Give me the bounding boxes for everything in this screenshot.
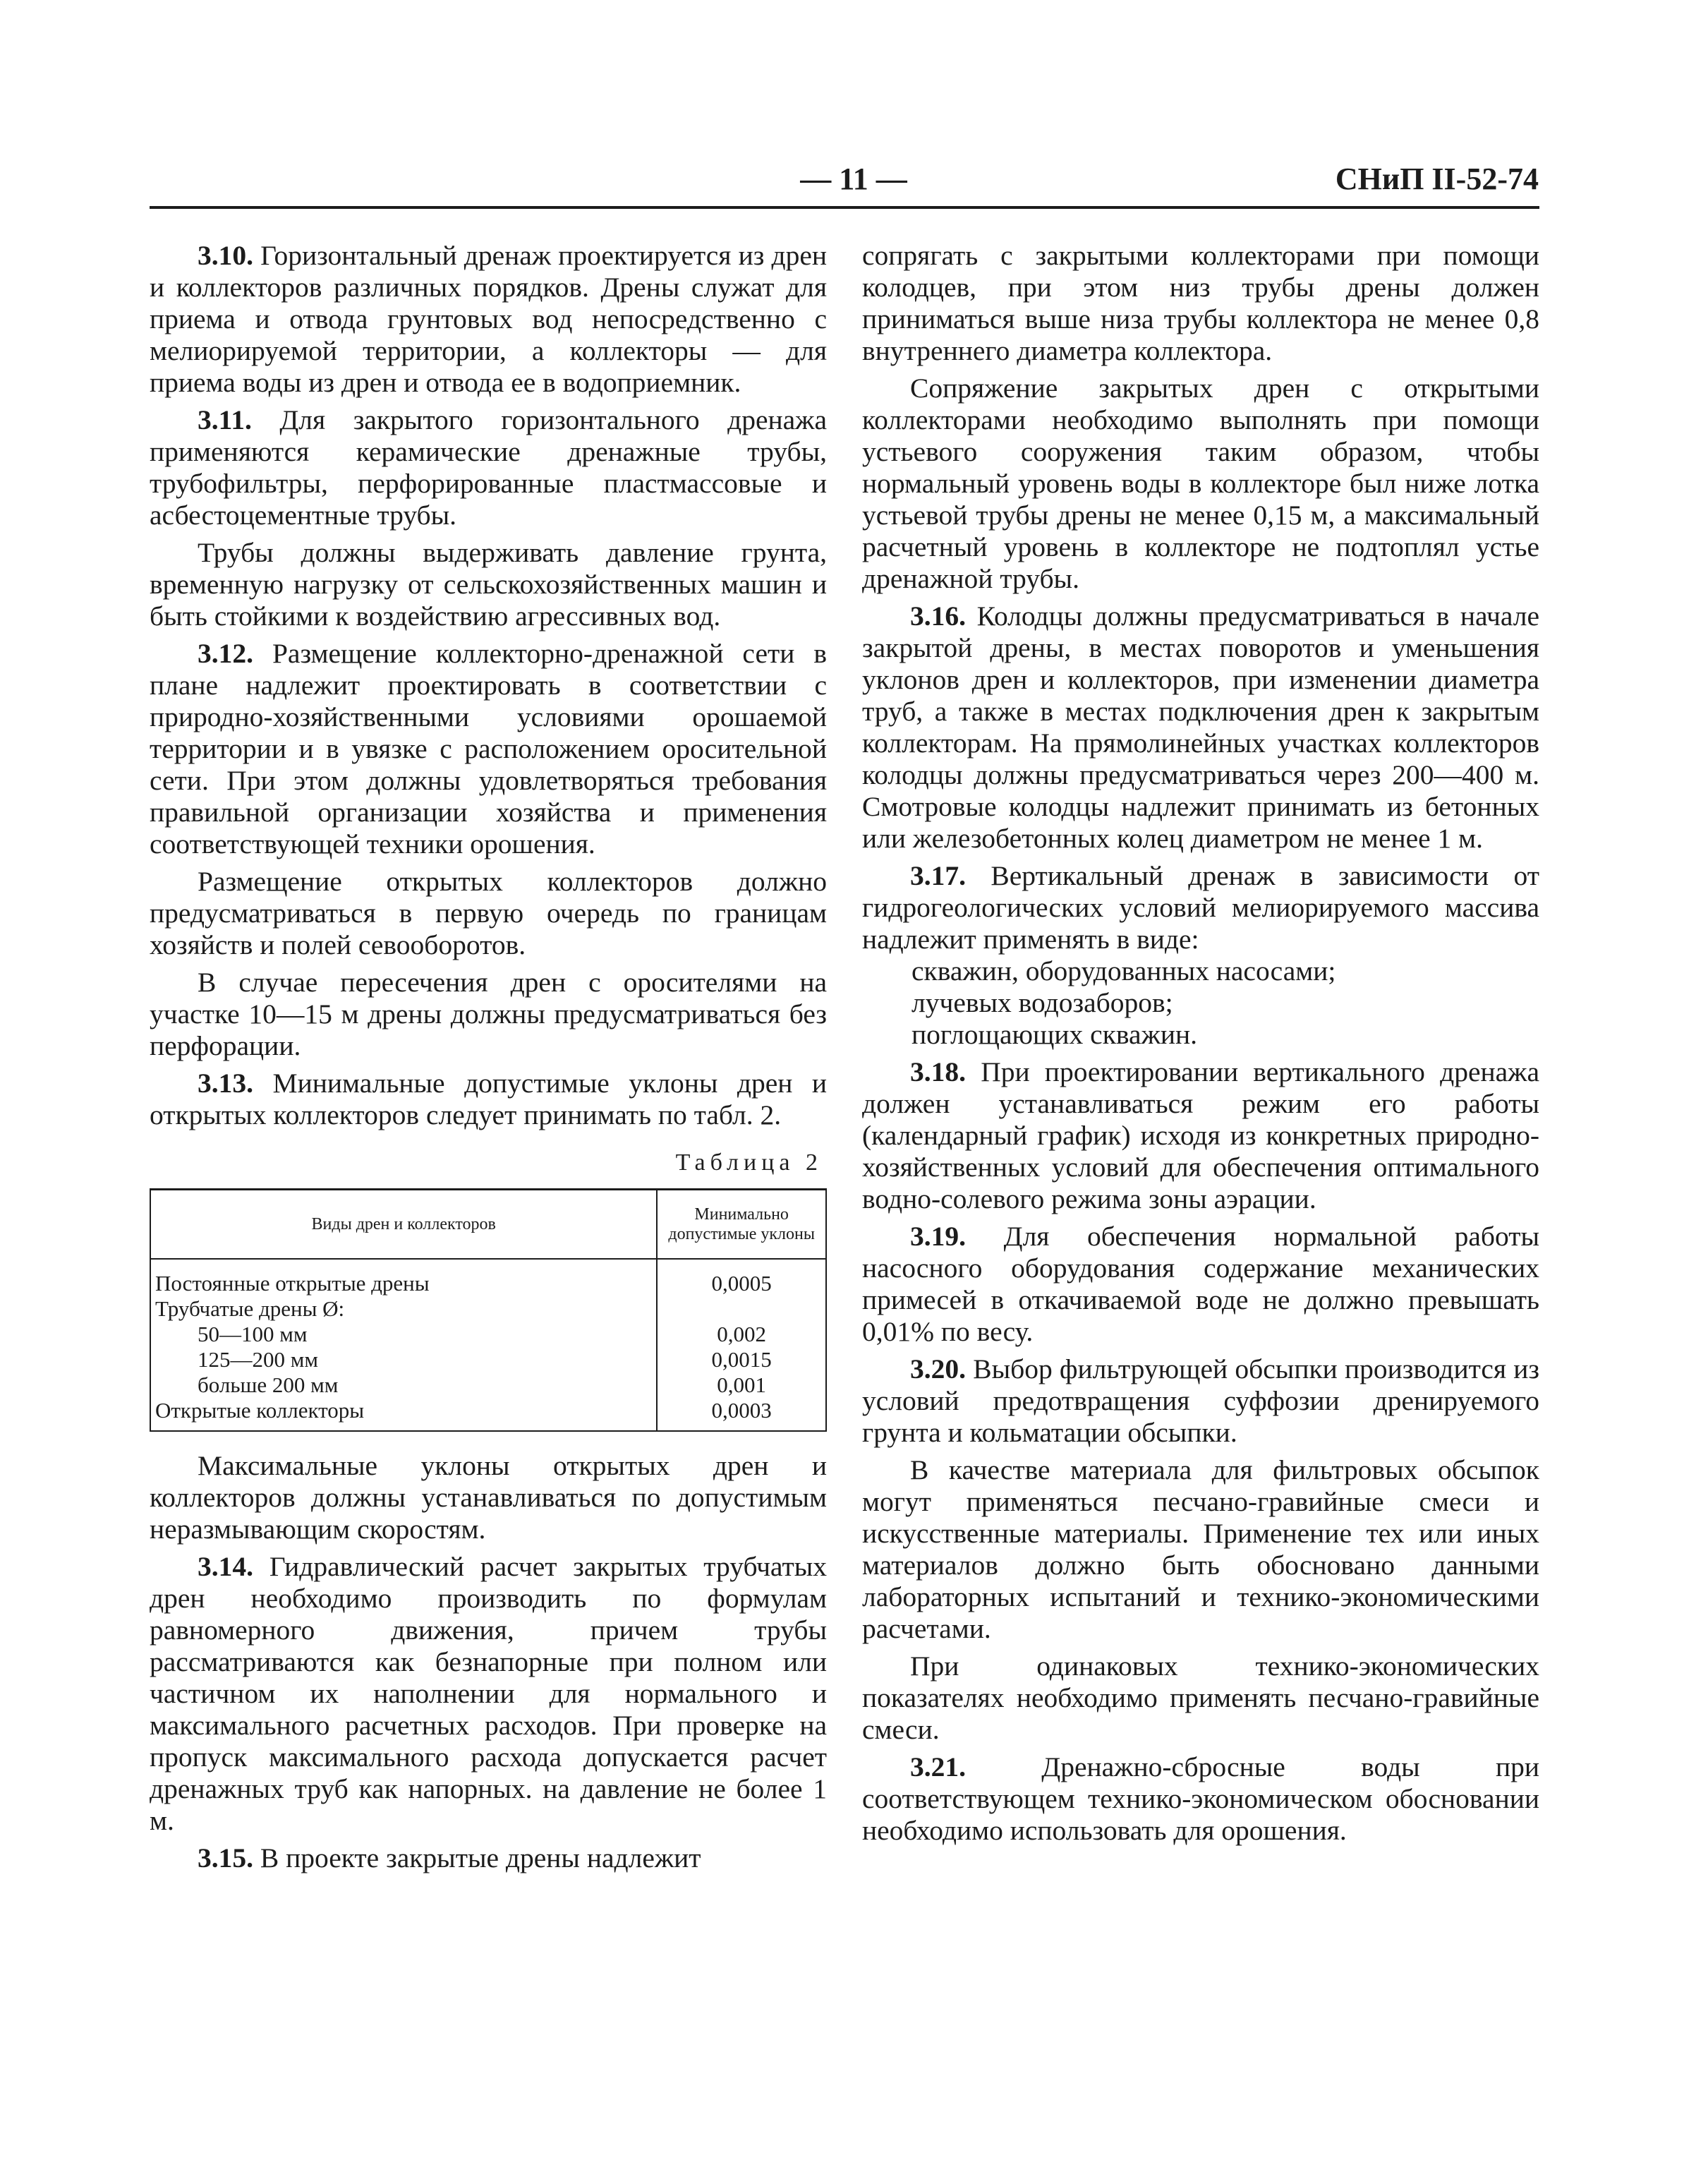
paragraph: Максимальные уклоны открытых дрен и коллекторов должны устанавливаться по допустимым неразмывающим скоростям.: [150, 1450, 827, 1545]
table-cell-value: 0,0003: [657, 1398, 826, 1431]
paragraph-continued: сопрягать с закрытыми коллекторами при помощи колодцев, при этом низ трубы дрены должен приниматься выше низа трубы коллектора не менее 0,8 внутреннего диаметра коллектора.: [862, 240, 1539, 366]
clause-text: Для обеспечения нормальной работы насосного оборудования содержание механических примесей в откачиваемой воде не должно превышать 0,01% по весу.: [862, 1221, 1540, 1347]
paragraph: В качестве материала для фильтровых обсыпок могут применяться песчано-гравийные смеси и искусственные материалы. Применение тех или иных материалов должно быть обосновано данными лабораторных испытаний и технико-экономическими расчетами.: [862, 1454, 1539, 1644]
table-cell-name: больше 200 мм: [150, 1372, 657, 1398]
table-cell-name: Трубчатые дрены Ø:: [150, 1296, 657, 1322]
page-number: — 11 —: [800, 162, 907, 196]
clause-number: 3.10.: [198, 240, 253, 271]
clause-3-19: [862, 1221, 1539, 1348]
clause-text: Гидравлический расчет закрытых трубчатых дрен необходимо производить по формулам равномерного движения, причем трубы рассматриваются как безнапорные при полном или частичном их наполнении для нормального и максимального расчетных расходов. При проверке на пропуск максимального расхода допускается расчет дренажных труб как напорных. на давление не более 1 м.: [150, 1551, 827, 1836]
clause-number: 3.14.: [198, 1551, 253, 1582]
table-cell-value: [657, 1296, 826, 1322]
table-caption: Таблица 2: [675, 1149, 823, 1176]
table-cell-value: 0,001: [657, 1372, 826, 1398]
clause-text: В проекте закрытые дрены надлежит: [260, 1842, 701, 1873]
paragraph: В случае пересечения дрен с оросителями на участке 10—15 м дрены должны предусматриваться без перфорации.: [150, 967, 827, 1061]
table-row: [150, 1322, 826, 1347]
clause-number: 3.17.: [910, 860, 966, 891]
clause-3-16: [862, 600, 1539, 855]
clause-number: 3.20.: [910, 1353, 966, 1384]
table-cell-value: 0,002: [657, 1322, 826, 1347]
left-column: [150, 240, 827, 1880]
right-column: [862, 240, 1539, 1852]
table-cell-value: 0,0015: [657, 1347, 826, 1372]
table-cell-name: Постоянные открытые дрены: [150, 1259, 657, 1296]
paragraph: Трубы должны выдерживать давление грунта, временную нагрузку от сельскохозяйственных машин и быть стойкими к воздействию агрессивных вод.: [150, 537, 827, 632]
paragraph: Сопряжение закрытых дрен с открытыми коллекторами необходимо выполнять при помощи устьевого сооружения таким образом, чтобы нормальный уровень воды в коллекторе был ниже лотка устьевой трубы дрены не менее 0,15 м, а максимальный расчетный уровень в коллекторе не подтоплял устье дренажной трубы.: [862, 373, 1539, 594]
clause-number: 3.11.: [198, 404, 252, 435]
list-item: скважин, оборудованных насосами;: [911, 955, 1336, 986]
table-cell-value: 0,0005: [657, 1259, 826, 1296]
list-item: лучевых водозаборов;: [911, 987, 1173, 1018]
clause-text: Колодцы должны предусматриваться в начале закрытой дрены, в местах поворотов и уменьшения уклонов дрен и коллекторов, при изменении диаметра труб, а также в местах подключения дрен к закрытым коллекторам. На прямолинейных участках коллекторов колодцы должны предусматриваться через 200—400 м. Смотровые колодцы надлежит принимать из бетонных или железобетонных колец диаметром не менее 1 м.: [862, 600, 1539, 854]
clause-number: 3.19.: [910, 1221, 966, 1252]
clause-text: Выбор фильтрующей обсыпки производится из условий предотвращения суффозии дренируемого грунта и кольматации обсыпки.: [862, 1353, 1540, 1448]
clause-number: 3.18.: [910, 1056, 966, 1087]
clause-number: 3.13.: [198, 1068, 253, 1099]
clause-3-11: [150, 404, 827, 531]
slopes-table: [150, 1188, 827, 1432]
table-row: [150, 1259, 826, 1296]
clause-3-20: [862, 1353, 1539, 1449]
clause-3-12: [150, 638, 827, 860]
clause-3-10: [150, 240, 827, 399]
clause-text: Вертикальный дренаж в зависимости от гидрогеологических условий мелиорируемого массива надлежит применять в виде:: [862, 860, 1540, 955]
clause-text: Минимальные допустимые уклоны дрен и открытых коллекторов следует принимать по табл. 2.: [150, 1068, 828, 1130]
clause-number: 3.15.: [198, 1842, 253, 1873]
clause-number: 3.21.: [910, 1751, 966, 1782]
header-rule: [150, 206, 1539, 209]
paragraph: Размещение открытых коллекторов должно предусматриваться в первую очередь по границам хозяйств и полей севооборотов.: [150, 866, 827, 960]
clause-text: Для закрытого горизонтального дренажа применяются керамические дренажные трубы, трубофильтры, перфорированные пластмассовые и асбестоцементные трубы.: [150, 404, 828, 531]
clause-3-17: [862, 860, 1539, 955]
table-header-types: Виды дрен и коллекторов: [150, 1190, 657, 1260]
table-row: [150, 1296, 826, 1322]
clause-3-21: [862, 1751, 1539, 1847]
table-row: [150, 1347, 826, 1372]
table-row: [150, 1398, 826, 1431]
table-header-slopes: Минимально допустимые уклоны: [657, 1190, 826, 1260]
paragraph: При одинаковых технико-экономических показателях необходимо применять песчано-гравийные смеси.: [862, 1650, 1539, 1745]
table-header-row: [150, 1190, 826, 1260]
clause-3-18: [862, 1056, 1539, 1215]
table-cell-name: Открытые коллекторы: [150, 1398, 657, 1431]
table-cell-name: 125—200 мм: [150, 1347, 657, 1372]
clause-text: Размещение коллекторно-дренажной сети в плане надлежит проектировать в соответствии с природно-хозяйственными условиями орошаемой территории и в увязке с расположением оросительной сети. При этом должны удовлетворяться требования правильной организации хозяйства и применения соответствующей техники орошения.: [150, 638, 827, 859]
clause-3-14: [150, 1551, 827, 1837]
clause-text: При проектировании вертикального дренажа должен устанавливаться режим его работы (календарный график) исходя из конкретных природно-хозяйственных условий для обеспечения оптимального водно-солевого режима зоны аэрации.: [862, 1056, 1540, 1214]
clause-3-13: [150, 1068, 827, 1131]
clause-number: 3.12.: [198, 638, 253, 669]
document-code: СНиП II-52-74: [1335, 162, 1539, 196]
clause-text: Дренажно-сбросные воды при соответствующем технико-экономическом обосновании необходимо использовать для орошения.: [862, 1751, 1539, 1846]
list-item: поглощающих скважин.: [911, 1019, 1198, 1050]
table-row: [150, 1372, 826, 1398]
table-cell-name: 50—100 мм: [150, 1322, 657, 1347]
clause-text: Горизонтальный дренаж проектируется из дрен и коллекторов различных порядков. Дрены служат для приема и отвода грунтовых вод непосредственно с мелиорируемой территории, а коллекторы — для приема воды из дрен и отвода ее в водоприемник.: [150, 240, 827, 398]
clause-3-15: [150, 1842, 827, 1874]
clause-number: 3.16.: [910, 600, 966, 632]
